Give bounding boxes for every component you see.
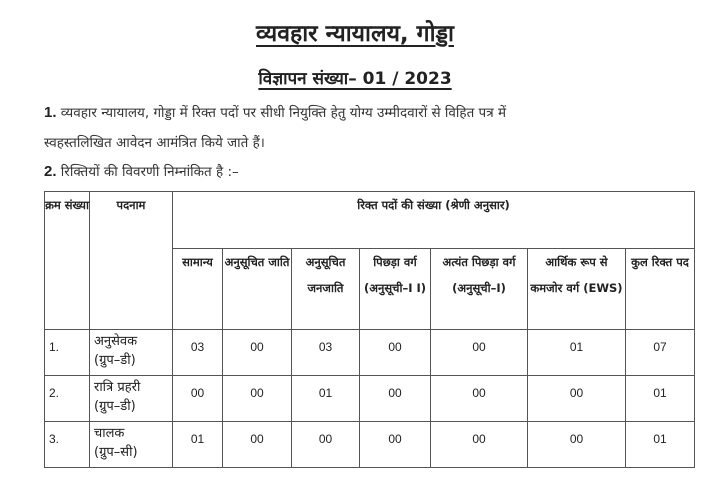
- table-row: [45, 422, 695, 468]
- value-sc: 00: [223, 376, 292, 422]
- table-row: [45, 376, 695, 422]
- value-general: 00: [173, 376, 223, 422]
- serial-number: 3.: [45, 422, 90, 468]
- post-title: रात्रि प्रहरी: [94, 380, 141, 395]
- header-sc: अनुसूचित जाति: [223, 249, 292, 330]
- paragraph-1-line-1: व्यवहार न्यायालय, गोड्डा में रिक्त पदों पर सीधी नियुक्ति हेतु योग्य उम्मीदवारों से विहित पत्र में: [56, 105, 507, 121]
- paragraph-1: [44, 103, 506, 121]
- vacancy-table: [44, 191, 695, 468]
- header-post-name: पदनाम: [90, 192, 173, 330]
- value-general: 01: [173, 422, 223, 468]
- notice-number-text: विज्ञापन संख्या– 01 / 2023: [258, 69, 452, 89]
- table-row: [45, 330, 695, 376]
- header-ebc-1: अत्यंत पिछड़ा वर्ग (अनुसूची–I): [431, 249, 528, 330]
- notice-number: [0, 66, 710, 89]
- court-title: [0, 16, 710, 48]
- post-title: चालक: [94, 426, 125, 441]
- paragraph-1-continued: [44, 133, 265, 151]
- post-name: [90, 376, 173, 422]
- value-total: 07: [626, 330, 695, 376]
- header-general: सामान्य: [173, 249, 223, 330]
- value-ews: 01: [528, 330, 626, 376]
- value-ews: 00: [528, 422, 626, 468]
- header-vacancy-count: रिक्त पदों की संख्या (श्रेणी अनुसार): [173, 192, 695, 249]
- header-serial-number: क्रम संख्या: [45, 192, 90, 330]
- post-name: [90, 422, 173, 468]
- value-st: 00: [292, 422, 360, 468]
- header-bc-2: पिछड़ा वर्ग (अनुसूची–I I): [360, 249, 431, 330]
- paragraph-2-line-1: रिक्तियों की विवरणी निम्नांकित है :–: [56, 164, 239, 180]
- paragraph-1-number: 1.: [44, 104, 57, 121]
- value-st: 01: [292, 376, 360, 422]
- serial-number: 2.: [45, 376, 90, 422]
- post-group: (ग्रुप–सी): [94, 445, 138, 460]
- paragraph-2-number: 2.: [44, 163, 57, 180]
- value-general: 03: [173, 330, 223, 376]
- value-st: 03: [292, 330, 360, 376]
- header-total: कुल रिक्त पद: [626, 249, 695, 330]
- header-st: अनुसूचित जनजाति: [292, 249, 360, 330]
- post-title: अनुसेवक: [94, 334, 138, 349]
- paragraph-2: [44, 162, 239, 180]
- value-ews: 00: [528, 376, 626, 422]
- value-sc: 00: [223, 422, 292, 468]
- value-ebc-1: 00: [431, 422, 528, 468]
- value-bc-2: 00: [360, 376, 431, 422]
- value-ebc-1: 00: [431, 330, 528, 376]
- value-sc: 00: [223, 330, 292, 376]
- paragraph-1-line-2: स्वहस्तलिखित आवेदन आमंत्रित किये जाते हैं।: [44, 135, 265, 151]
- court-title-text: व्यवहार न्यायालय, गोड्डा: [256, 21, 454, 47]
- value-bc-2: 00: [360, 422, 431, 468]
- value-bc-2: 00: [360, 330, 431, 376]
- value-total: 01: [626, 422, 695, 468]
- header-ews: आर्थिक रूप से कमजोर वर्ग (EWS): [528, 249, 626, 330]
- post-group: (ग्रुप–डी): [94, 399, 136, 414]
- serial-number: 1.: [45, 330, 90, 376]
- value-ebc-1: 00: [431, 376, 528, 422]
- post-name: [90, 330, 173, 376]
- post-group: (ग्रुप–डी): [94, 353, 136, 368]
- value-total: 01: [626, 376, 695, 422]
